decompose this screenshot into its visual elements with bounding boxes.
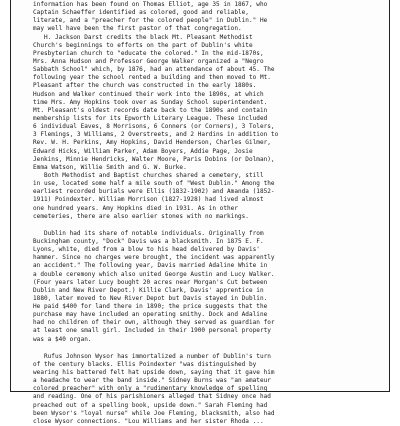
document-page [10,0,390,425]
text-line: Rev. W. H. Perkins, Amy Hopkins, David Henderson, Charles Gilmer, [33,139,271,147]
text-line: Rufus Johnson Wysor has immortalized a number of Dublin's turn [33,352,271,360]
text-line: Hudson and Walker continued their work into the 1890s, at which [33,90,264,98]
text-line: Dublin and New River Depot.) Killie Clark, Davis' apprentice in [33,286,264,294]
text-line: been Wysor's "loyal nurse" while Joe Fleming, blacksmith, also had [33,409,275,417]
text-line: had no children of their own, although they served as guardian for [33,319,275,327]
text-line: membership lists for its Epworth Literary League. These included [33,114,268,122]
text-line: information has been found on Thomas Elliot, age 35 in 1867, who [33,1,268,8]
text-line: purchase may have included an operating smithy. Dock and Adaline [33,311,268,319]
paragraph-3 [33,353,375,426]
text-line: colored preacher" with only a "rudimentary knowledge of spelling [33,385,268,393]
text-line: earliest recorded burials were Ellis (1832-1902) and Amanda (1852- [33,188,275,196]
text-line: an accident." The following year, Davis married Adaline White in [33,262,268,270]
text-line: hammer. Since no charges were brought, the incident was apparently [33,254,275,262]
text-line: H. Jackson Darst credits the black Mt. Pleasant Methodist [33,33,253,41]
text-line: a double ceremony which also united George Austin and Lucy Walker. [33,270,275,278]
text-line: Buckingham county, "Dock" Davis was a blacksmith. In 1875 E. F. [33,237,264,245]
text-line: preached out of a spelling book, upside down." Sarah Fleming had [33,401,268,409]
text-line: Dublin had its share of notable individuals. Originally from [33,229,264,237]
text-line: Both Methodist and Baptist churches shared a cemetery, still [33,171,264,179]
text-line: 1880, later moved to New River Depot but Davis stayed in Dublin. [33,294,268,302]
text-line: time Mrs. Amy Hopkins took over as Sunday School superintendent. [33,98,268,106]
text-line: Mt. Pleasant's oldest records date back to the 1890s and contain [33,106,268,114]
text-line: wearing his battered felt hat upside down, saying that it gave him [33,369,275,377]
text-line: one hundred years. Amy Hopkins died in 1931. As in other [33,204,238,212]
text-line: may well have been the first pastor of that congregation. [33,25,242,33]
text-line: Pleasant after the church was constructed in the early 1880s. [33,82,257,90]
text-line: literate, and a "preacher for the colored people" in Dublin." He [33,17,268,25]
text-line: Jenkins, Minnie Hendricks, Walter Moore, Paris Dobins (or Dolman), [33,155,275,163]
text-line: Lyons, white, died from a blow to his head delivered by Davis' [33,246,260,254]
text-line: close Wysor connections. "Lou Williams and her sister Rhoda ... [33,417,264,425]
text-line: 3 Flemings, 3 Williams, 2 Overstreets, and 2 Hardins in addition to [33,131,279,139]
text-line: Mrs. Anna Hudson and Professor George Walker organized a "Negro [33,57,264,65]
text-line: in use, located some half a mile south of "West Dublin." Among the [33,180,275,188]
text-line: at least one small girl. Included in their 1900 personal property [33,327,271,335]
document-text-column [33,1,375,426]
text-line: 6 individual Eaves, 8 Morrisons, 6 Conners (or Corners), 3 Tolers, [33,123,275,131]
text-line: a headache to wear the band inside." Sidney Burns was "an amateur [33,377,271,385]
text-line: was a $40 organ. [33,335,92,343]
text-line: Emma Watson, Willie Smith and G. W. Burke. [33,163,187,171]
text-line: 1911) Poindexter. William Morrison (1827-1928) had lived almost [33,196,264,204]
text-line: cemeteries, there are also earlier stones with no markings. [33,212,249,220]
text-line: Presbyterian church to "educate the colored." In the mid-1870s, [33,49,264,57]
paragraph-2 [33,230,375,344]
paragraph-1 [33,1,375,221]
text-line: He paid $400 for land there in 1890; the price suggests that the [33,303,268,311]
text-line: Captain Schaeffer identified as colored, good and reliable, [33,9,249,17]
text-line: Church's beginnings to efforts on the part of Dublin's white [33,41,253,49]
text-line: of the century blacks. Ellis Poindexter "was distinguished by [33,360,257,368]
text-line: (Four years later Lucy bought 20 acres near Morgan's Cut between [33,278,268,286]
text-line: Edward Hicks, William Parker, Adam Boyers, Addie Page, Josie [33,147,253,155]
text-line: and reading. One of his parishioners alleged that Sidney once had [33,393,271,401]
text-line: following year the school rented a building and then moved to Mt. [33,74,271,82]
text-line: Sabbath School" which, by 1876, had an attendance of about 45. The [33,66,275,74]
